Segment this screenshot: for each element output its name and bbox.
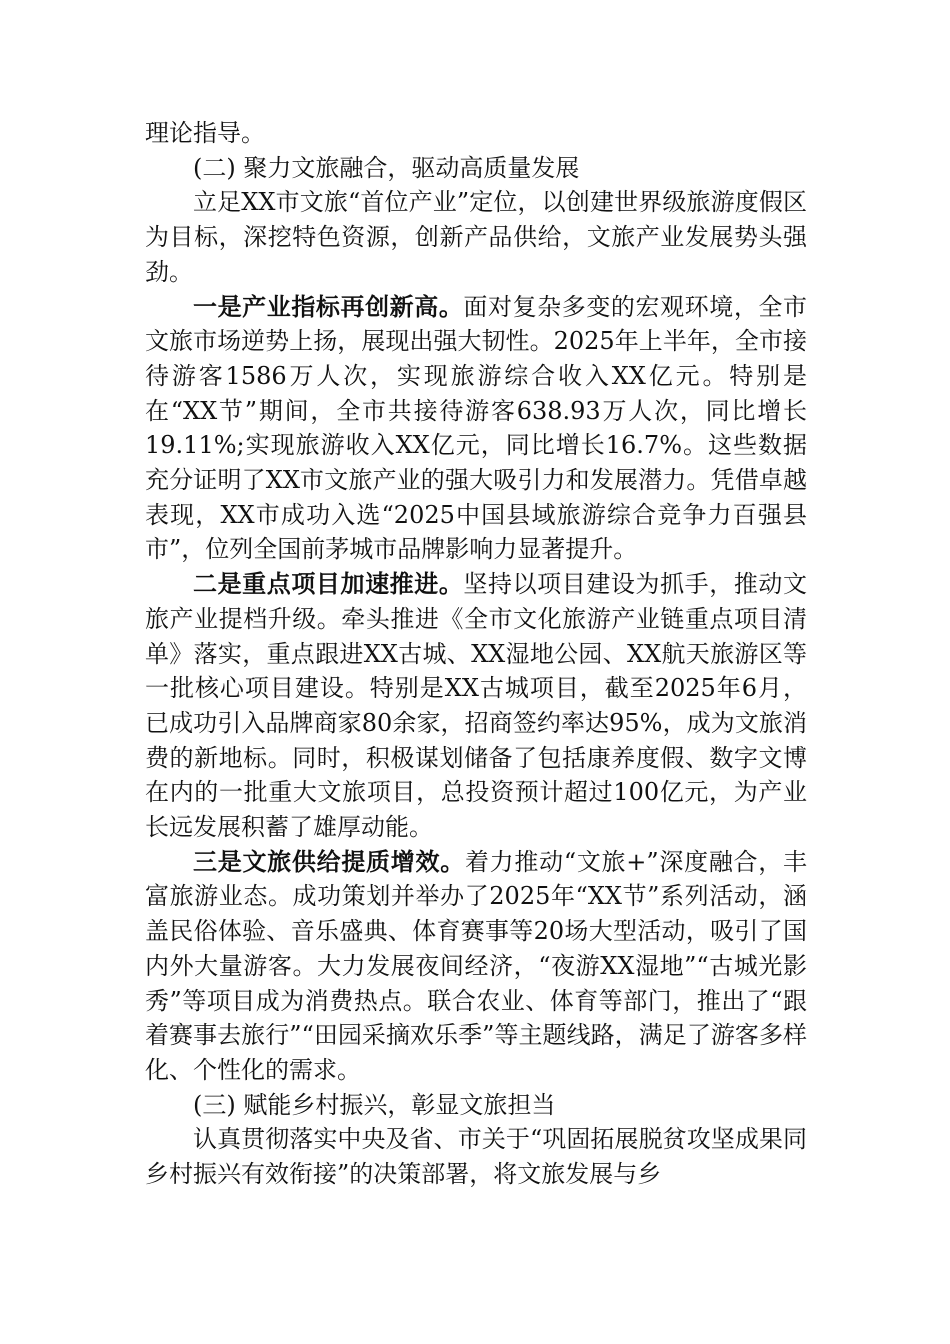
section-heading-3: (三) 赋能乡村振兴，彰显文旅担当	[193, 1090, 556, 1119]
paragraph-text-supply: 着力推动“文旅+”深度融合，丰富旅游业态。成功策划并举办了2025年“XX节”系列活动，涵盖民俗体验、音乐盛典、体育赛事等20场大型活动，吸引了国内外大量游客。大力发展夜间经济，“夜游XX湿地”“古城光影秀”等项目成为消费热点。联合农业、体育等部门，推出了“跟着赛事去旅行”“田园采摘欢乐季”等主题线路，满足了游客多样化、个性化的需求。	[145, 847, 807, 1084]
paragraph-key-projects	[145, 567, 807, 845]
paragraph-continuation: 理论指导。	[145, 119, 265, 147]
paragraph-intro: 立足XX市文旅“首位产业”定位，以创建世界级旅游度假区为目标，深挖特色资源，创新产品供给，文旅产业发展势头强劲。	[145, 188, 807, 286]
paragraph-text-industry: 面对复杂多变的宏观环境，全市文旅市场逆势上扬，展现出强大韧性。2025年上半年，全市接待游客1586万人次，实现旅游综合收入XX亿元。特别是在“XX节”期间，全市共接待游客638.93万人次，同比增长19.11%;实现旅游收入XX亿元，同比增长16.7%。这些数据充分证明了XX市文旅产业的强大吸引力和发展潜力。凭借卓越表现，XX市成功入选“2025中国县域旅游综合竞争力百强县市”，位列全国前茅城市品牌影响力显著提升。	[145, 292, 808, 564]
paragraph-lead-industry: 一是产业指标再创新高。	[193, 291, 464, 321]
paragraph-lead-supply: 三是文旅供给提质增效。	[193, 846, 465, 876]
document-body	[145, 116, 807, 1192]
paragraph-text-projects: 坚持以项目建设为抓手，推动文旅产业提档升级。牵头推进《全市文化旅游产业链重点项目清单》落实，重点跟进XX古城、XX湿地公园、XX航天旅游区等一批核心项目建设。特别是XX古城项目，截至2025年6月，已成功引入品牌商家80余家，招商签约率达95%，成为文旅消费的新地标。同时，积极谋划储备了包括康养度假、数字文博在内的一批重大文旅项目，总投资预计超过100亿元，为产业长远发展积蓄了雄厚动能。	[145, 570, 808, 842]
paragraph-industry-indicators	[145, 290, 807, 568]
paragraph-supply-quality	[145, 845, 807, 1088]
paragraph-rural-revitalization: 认真贯彻落实中央及省、市关于“巩固拓展脱贫攻坚成果同乡村振兴有效衔接”的决策部署，将文旅发展与乡	[145, 1125, 807, 1189]
paragraph-lead-projects: 二是重点项目加速推进。	[193, 569, 464, 599]
section-heading-2: (二) 聚力文旅融合，驱动高质量发展	[193, 153, 580, 182]
